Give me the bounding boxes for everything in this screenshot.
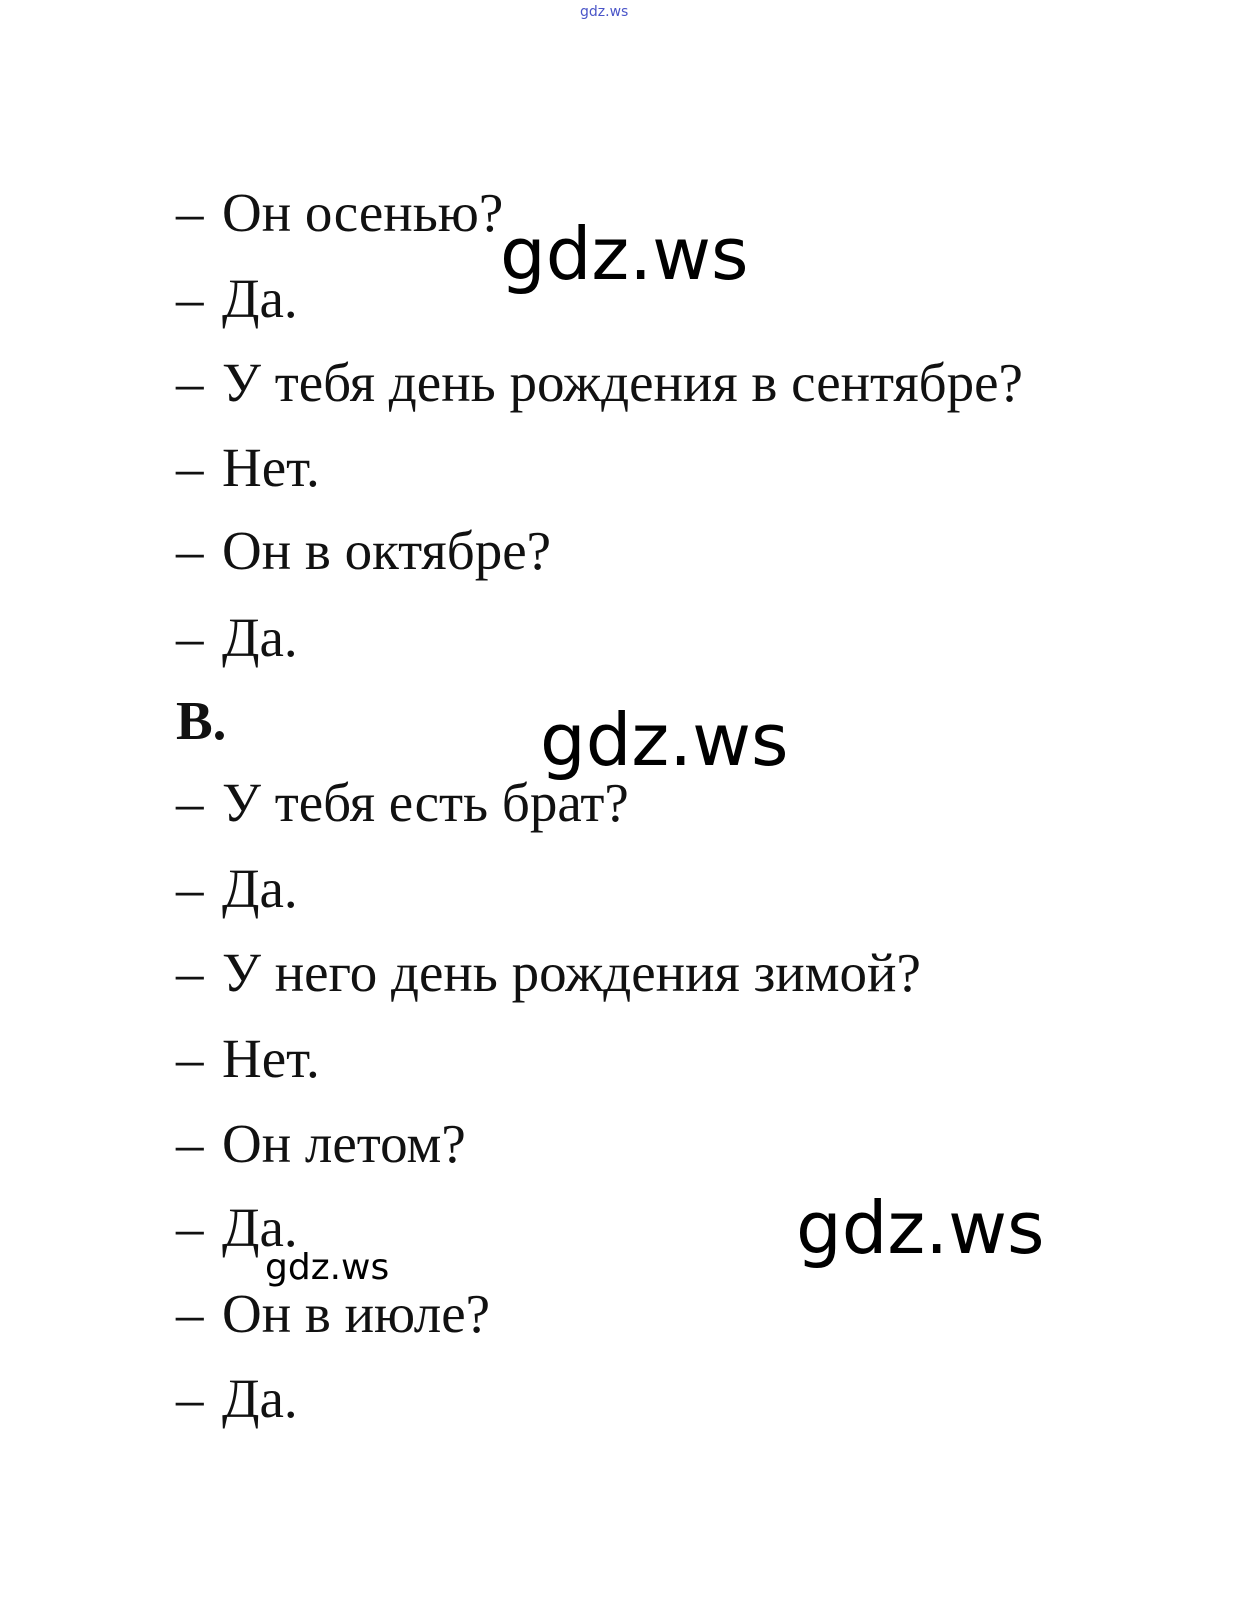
dialogue-line xyxy=(176,607,298,668)
dash: – xyxy=(176,1028,204,1089)
section-label: B. xyxy=(176,690,227,751)
dialogue-text: Да. xyxy=(222,268,298,329)
dash: – xyxy=(176,520,204,581)
dialogue-text: У тебя есть брат? xyxy=(222,772,629,833)
dash: – xyxy=(176,182,204,243)
dialogue-line xyxy=(176,1283,491,1344)
watermark: gdz.ws xyxy=(540,698,789,782)
dialogue-text: Да. xyxy=(222,858,298,919)
dialogue-line xyxy=(176,437,320,498)
watermark-top: gdz.ws xyxy=(580,4,629,20)
dialogue-line xyxy=(176,772,629,833)
dash: – xyxy=(176,1113,204,1174)
dialogue-line xyxy=(176,520,552,581)
dialogue-text: Нет. xyxy=(222,1028,320,1089)
dialogue-text: Да. xyxy=(222,607,298,668)
dash: – xyxy=(176,437,204,498)
dialogue-line xyxy=(176,1028,320,1089)
dash: – xyxy=(176,858,204,919)
dialogue-line xyxy=(176,1368,298,1429)
dialogue-line xyxy=(176,352,1023,413)
dialogue-line xyxy=(176,942,921,1003)
dialogue-line xyxy=(176,182,504,243)
dialogue-text: Да. xyxy=(222,1197,298,1258)
watermark: gdz.ws xyxy=(265,1247,390,1288)
dash: – xyxy=(176,607,204,668)
dialogue-line xyxy=(176,268,298,329)
dialogue-text: Он осенью? xyxy=(222,182,504,243)
dialogue-text: Он в июле? xyxy=(222,1283,491,1344)
dash: – xyxy=(176,352,204,413)
dash: – xyxy=(176,772,204,833)
dialogue-line xyxy=(176,1113,466,1174)
dialogue-text: Нет. xyxy=(222,437,320,498)
dash: – xyxy=(176,1368,204,1429)
dash: – xyxy=(176,942,204,1003)
dash: – xyxy=(176,1197,204,1258)
dialogue-text: Он летом? xyxy=(222,1113,466,1174)
dialogue-line xyxy=(176,858,298,919)
dialogue-text: У тебя день рождения в сентябре? xyxy=(222,352,1023,413)
watermark: gdz.ws xyxy=(500,212,749,296)
dialogue-text: Да. xyxy=(222,1368,298,1429)
dash: – xyxy=(176,1283,204,1344)
dash: – xyxy=(176,268,204,329)
dialogue-text: Он в октябре? xyxy=(222,520,552,581)
watermark: gdz.ws xyxy=(796,1186,1045,1270)
dialogue-text: У него день рождения зимой? xyxy=(222,942,921,1003)
